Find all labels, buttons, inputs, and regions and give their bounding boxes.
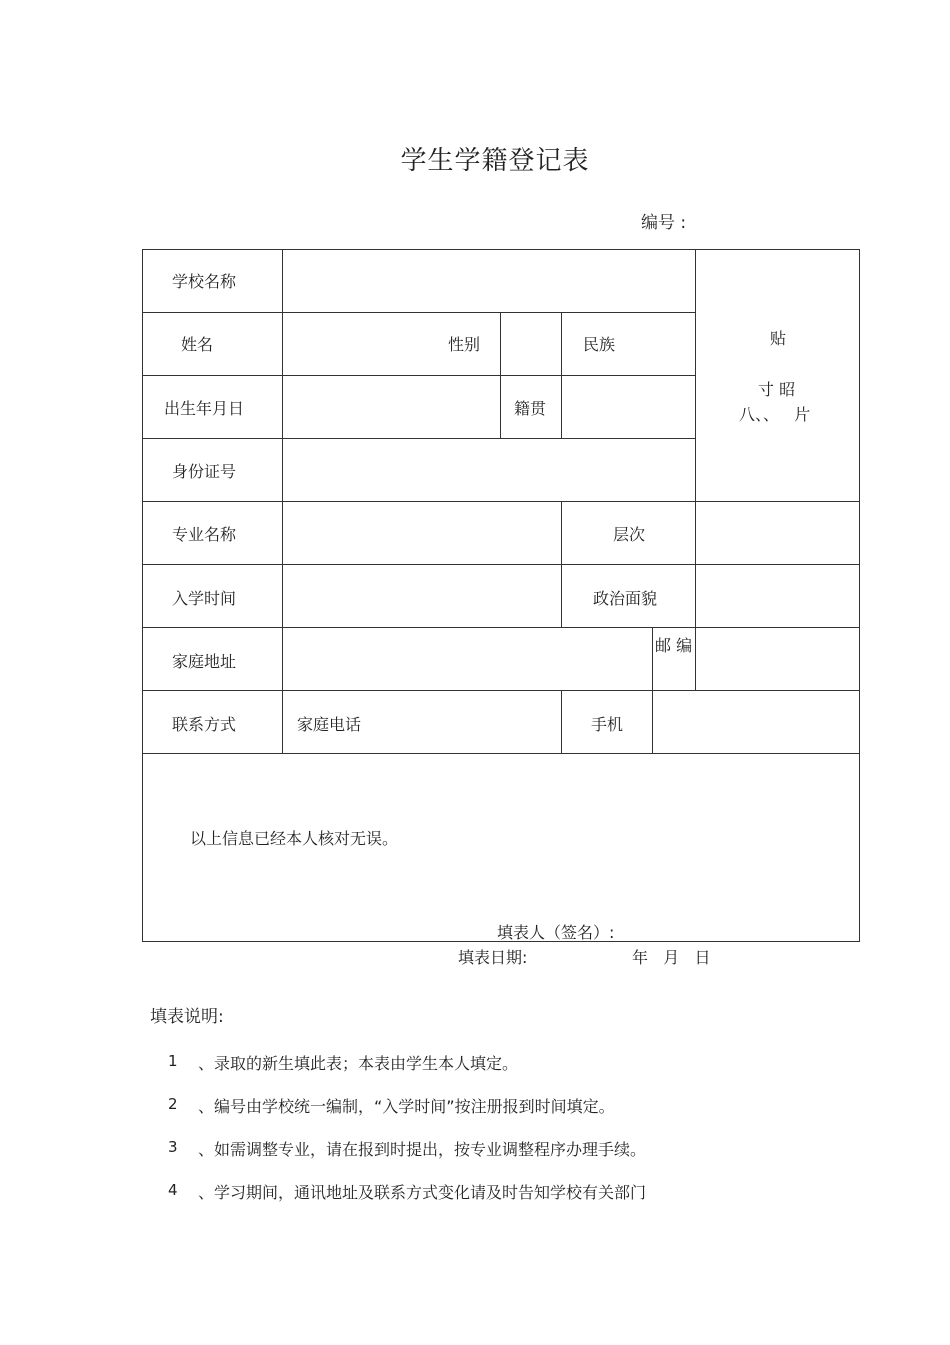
note-text: 、编号由学校统一编制，“入学时间”按注册报到时间填定。 xyxy=(198,1097,615,1116)
label-native-place: 籍贯 xyxy=(514,399,547,418)
label-ethnicity: 民族 xyxy=(583,335,616,354)
label-postal-code: 邮 编 xyxy=(655,636,693,655)
photo-text-line2: 寸 昭 xyxy=(758,380,796,399)
note-number: 2 xyxy=(168,1095,178,1113)
table-border-right xyxy=(859,249,860,942)
label-mobile: 手机 xyxy=(591,715,624,734)
signer-label: 填表人（签名）: xyxy=(497,923,615,942)
note-number: 3 xyxy=(168,1138,178,1156)
native-place-field[interactable] xyxy=(562,376,694,438)
col-divider xyxy=(652,627,653,690)
fill-date-ymd: 年 月 日 xyxy=(632,948,711,967)
label-contact: 联系方式 xyxy=(172,715,237,734)
photo-text-line1: 贴 xyxy=(770,329,787,348)
table-border-left xyxy=(142,249,143,942)
id-number-field[interactable] xyxy=(283,439,694,501)
school-name-field[interactable] xyxy=(283,250,694,312)
note-number: 4 xyxy=(168,1181,178,1199)
signature-field[interactable] xyxy=(630,915,850,939)
row-divider xyxy=(142,753,860,754)
birth-date-field[interactable] xyxy=(283,376,499,438)
mobile-field[interactable] xyxy=(653,691,859,753)
label-level: 层次 xyxy=(613,525,646,544)
postal-code-field[interactable] xyxy=(696,628,859,690)
label-birth-date: 出生年月日 xyxy=(164,399,245,418)
home-phone-field[interactable] xyxy=(370,691,560,753)
photo-text-line3: 八、、 片 xyxy=(739,405,811,424)
fill-date-label: 填表日期: xyxy=(458,948,528,967)
label-home-phone: 家庭电话 xyxy=(297,715,362,734)
label-home-address: 家庭地址 xyxy=(172,652,237,671)
confirmation-text: 以上信息已经本人核对无误。 xyxy=(190,829,399,848)
note-text: 、学习期间，通讯地址及联系方式变化请及时告知学校有关部门 xyxy=(198,1183,647,1202)
label-id-number: 身份证号 xyxy=(172,462,237,481)
level-field[interactable] xyxy=(696,502,859,564)
form-number-label: 编号 : xyxy=(641,213,687,233)
label-gender: 性别 xyxy=(448,335,481,354)
label-school-name: 学校名称 xyxy=(172,272,237,291)
label-political-status: 政治面貌 xyxy=(593,589,658,608)
row-divider xyxy=(142,312,695,313)
enrollment-date-field[interactable] xyxy=(283,565,560,627)
note-text: 、如需调整专业，请在报到时提出，按专业调整程序办理手续。 xyxy=(198,1140,647,1159)
note-text: 、录取的新生填此表；本表由学生本人填定。 xyxy=(198,1054,519,1073)
label-enrollment-date: 入学时间 xyxy=(172,589,237,608)
notes-title: 填表说明: xyxy=(150,1007,224,1027)
political-status-field[interactable] xyxy=(696,565,859,627)
label-major: 专业名称 xyxy=(172,525,237,544)
label-name: 姓名 xyxy=(181,335,214,354)
home-address-field[interactable] xyxy=(283,628,651,690)
col-divider xyxy=(561,501,562,627)
note-number: 1 xyxy=(168,1052,178,1070)
gender-field[interactable] xyxy=(501,313,560,375)
col-divider xyxy=(561,690,562,753)
page-title: 学生学籍登记表 xyxy=(400,146,590,176)
major-field[interactable] xyxy=(283,502,560,564)
